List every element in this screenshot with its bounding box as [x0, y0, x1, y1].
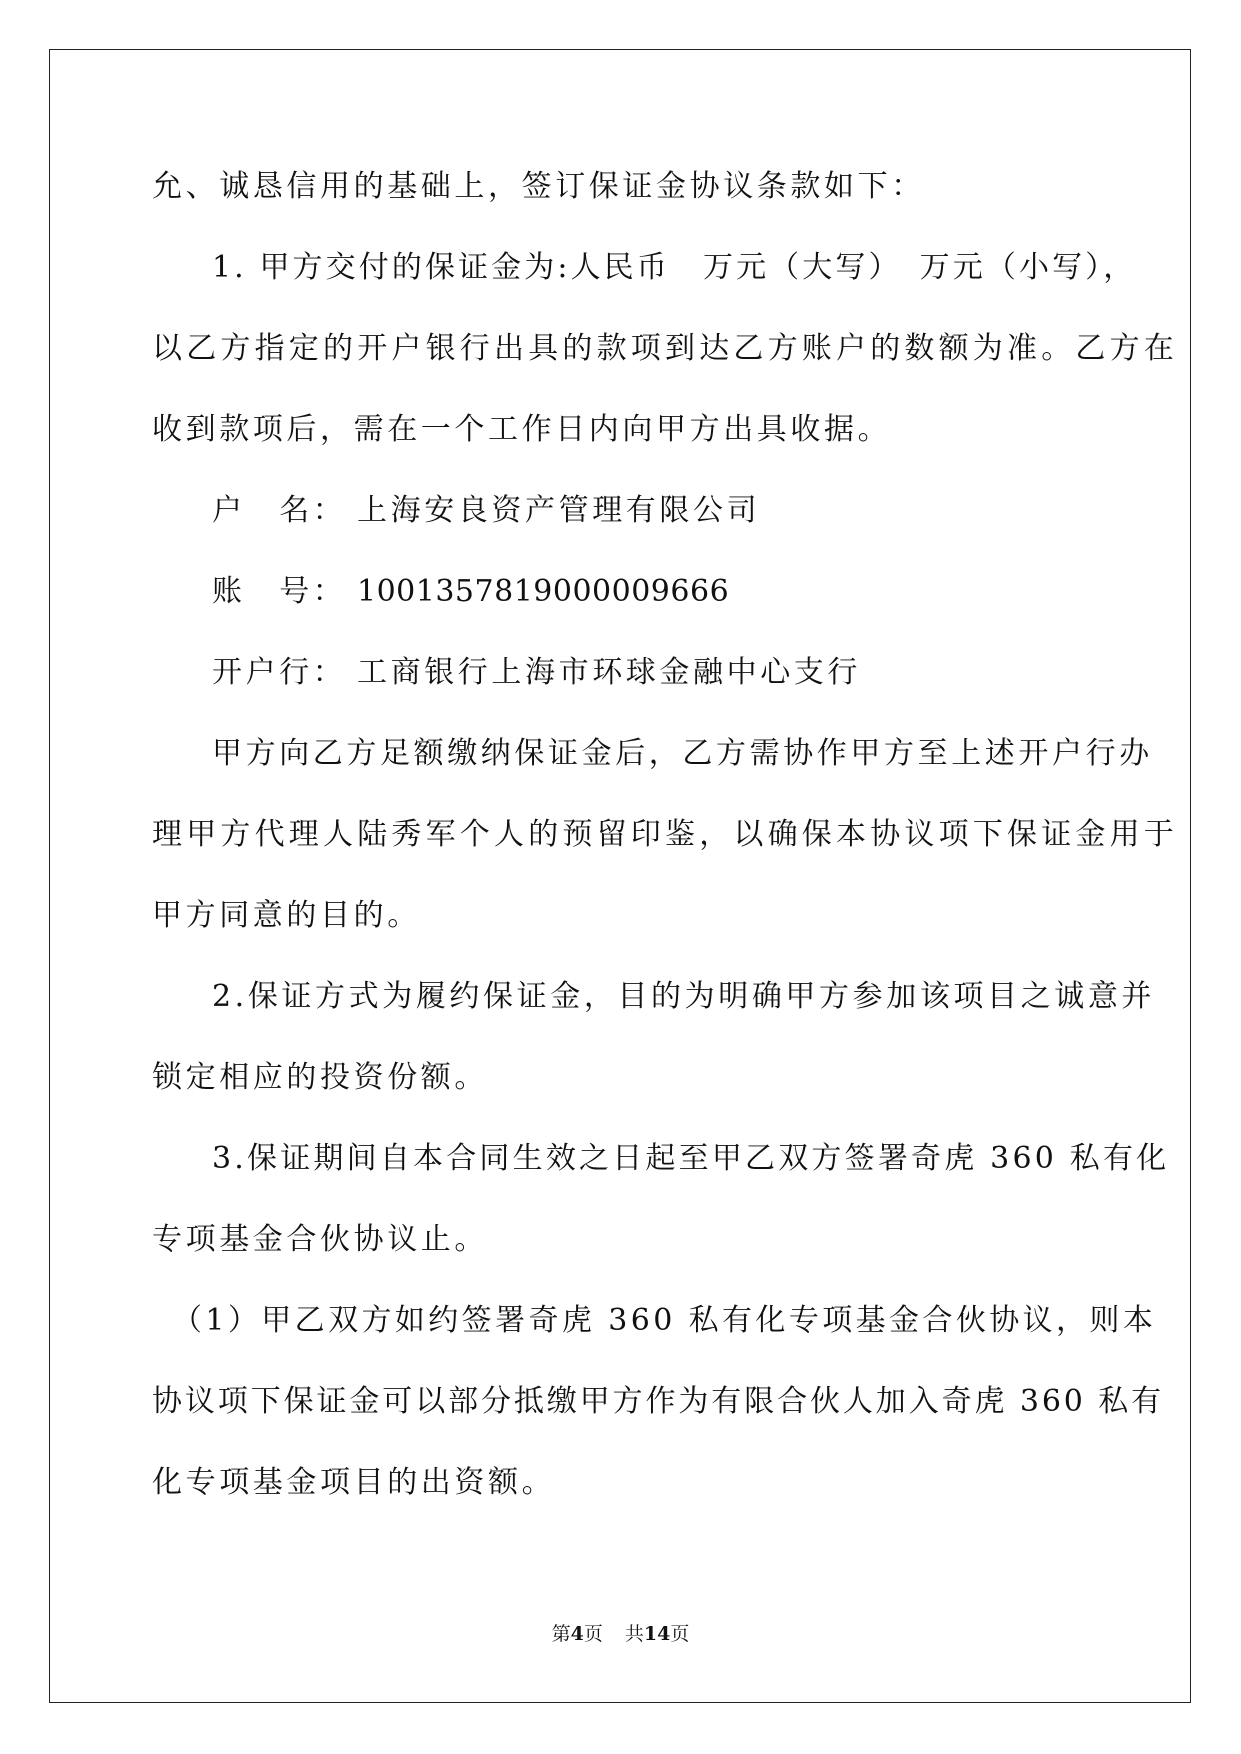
text-line: 1. 甲方交付的保证金为:人民币 万元（大写） 万元（小写）， — [212, 250, 1137, 285]
text-line: 专项基金合伙协议止。 — [152, 1222, 488, 1257]
account-bank-row — [152, 652, 1092, 693]
account-number-row — [152, 571, 1092, 612]
account-name-row — [152, 490, 1092, 531]
text-line: 2.保证方式为履约保证金，目的为明确甲方参加该项目之诚意并 — [212, 979, 1156, 1014]
current-page-number: 4 — [570, 1623, 584, 1645]
account-number-value: 1001357819000009666 — [357, 574, 730, 609]
page-mid: 页 — [583, 1623, 603, 1645]
text-line: 甲方向乙方足额缴纳保证金后，乙方需协作甲方至上述开户行办 — [212, 736, 1153, 771]
document-body — [152, 166, 1178, 1503]
account-name-value: 上海安良资产管理有限公司 — [357, 493, 761, 528]
text-line: （1）甲乙双方如约签署奇虎 360 私有化专项基金合伙协议，则本 — [172, 1303, 1157, 1338]
text-line: 协议项下保证金可以部分抵缴甲方作为有限合伙人加入奇虎 360 私有 — [152, 1384, 1165, 1419]
text-line: 理甲方代理人陆秀军个人的预留印鉴，以确保本协议项下保证金用于 — [152, 817, 1178, 852]
total-suffix: 页 — [670, 1623, 690, 1645]
page-prefix: 第 — [551, 1623, 571, 1645]
text-line: 3.保证期间自本合同生效之日起至甲乙双方签署奇虎 360 私有化 — [212, 1141, 1170, 1176]
text-line: 锁定相应的投资份额。 — [152, 1060, 488, 1095]
account-number-label: 账 号： — [212, 574, 347, 609]
page-footer — [0, 1619, 1241, 1646]
account-bank-value: 工商银行上海市环球金融中心支行 — [357, 655, 861, 690]
total-page-number: 14 — [643, 1623, 671, 1645]
text-line: 收到款项后，需在一个工作日内向甲方出具收据。 — [152, 412, 892, 447]
total-prefix: 共 — [624, 1623, 644, 1645]
text-line: 允、诚恳信用的基础上，签订保证金协议条款如下： — [152, 169, 925, 204]
account-bank-label: 开户行： — [212, 655, 347, 690]
text-line: 化专项基金项目的出资额。 — [152, 1465, 556, 1500]
account-name-label: 户 名： — [212, 493, 347, 528]
text-line: 以乙方指定的开户银行出具的款项到达乙方账户的数额为准。乙方在 — [152, 331, 1178, 366]
text-line: 甲方同意的目的。 — [152, 898, 421, 933]
